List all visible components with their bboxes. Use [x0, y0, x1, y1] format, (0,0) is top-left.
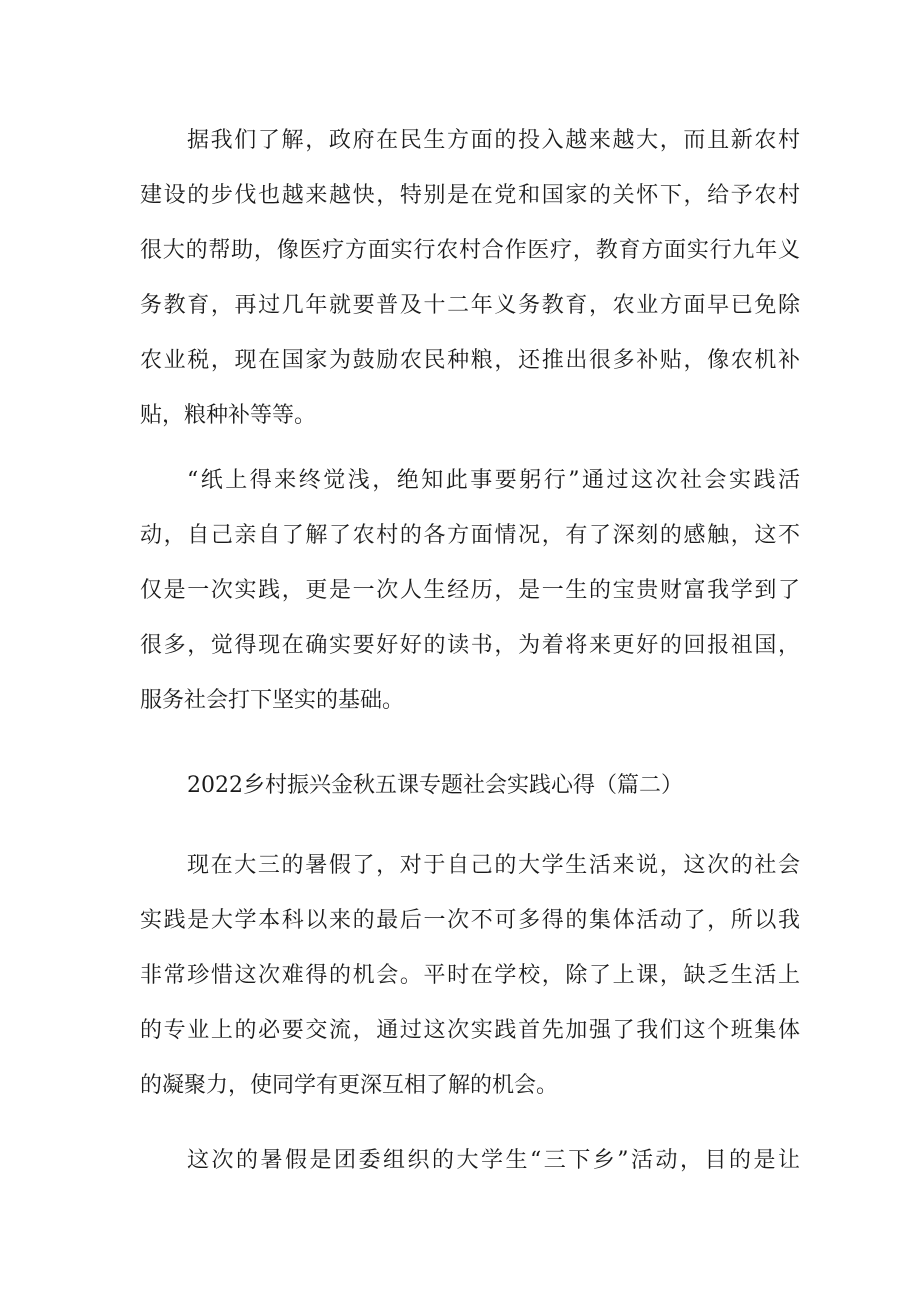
paragraph-line: 很大的帮助，像医疗方面实行农村合作医疗，教育方面实行九年义	[140, 238, 800, 263]
paragraph-line: 实践是大学本科以来的最后一次不可多得的集体活动了，所以我	[140, 908, 800, 933]
paragraph-line: 动，自己亲自了解了农村的各方面情况，有了深刻的感触，这不	[140, 523, 800, 548]
paragraph-line: 据我们了解，政府在民生方面的投入越来越大，而且新农村	[187, 128, 800, 153]
paragraph-line: 务教育，再过几年就要普及十二年义务教育，农业方面早已免除	[140, 293, 800, 318]
paragraph-line: 仅是一次实践，更是一次人生经历，是一生的宝贵财富我学到了	[140, 578, 800, 603]
paragraph-line: 非常珍惜这次难得的机会。平时在学校，除了上课，缺乏生活上	[140, 963, 800, 988]
paragraph-line: “纸上得来终觉浅，绝知此事要躬行”通过这次社会实践活	[187, 468, 800, 493]
paragraph-line: 这次的暑假是团委组织的大学生“三下乡”活动，目的是让	[187, 1148, 800, 1173]
paragraph-line: 服务社会打下坚实的基础。	[140, 688, 405, 713]
paragraph-line: 现在大三的暑假了，对于自己的大学生活来说，这次的社会	[187, 853, 800, 878]
section-heading: 2022乡村振兴金秋五课专题社会实践心得（篇二）	[187, 773, 683, 798]
paragraph-line: 很多，觉得现在确实要好好的读书，为着将来更好的回报祖国，	[140, 633, 800, 658]
paragraph-line: 的专业上的必要交流，通过这次实践首先加强了我们这个班集体	[140, 1018, 800, 1043]
paragraph-line: 贴，粮种补等等。	[140, 403, 317, 428]
paragraph-line: 农业税，现在国家为鼓励农民种粮，还推出很多补贴，像农机补	[140, 348, 800, 373]
paragraph-line: 建设的步伐也越来越快，特别是在党和国家的关怀下，给予农村	[140, 183, 800, 208]
paragraph-line: 的凝聚力，使同学有更深互相了解的机会。	[140, 1073, 559, 1098]
